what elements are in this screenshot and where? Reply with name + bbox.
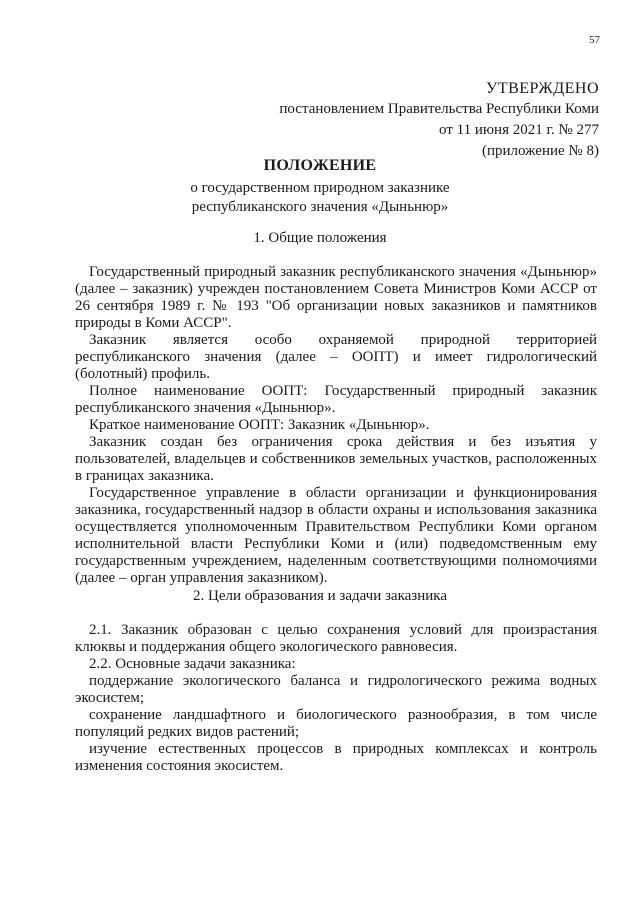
approval-line: от 11 июня 2021 г. № 277 <box>439 122 599 138</box>
document-title: ПОЛОЖЕНИЕ <box>263 157 377 174</box>
section-heading: 2. Цели образования и задачи заказника <box>193 588 447 604</box>
paragraph: сохранение ландшафтного и биологического разнообразия, в том числе популяций редких видов растений; <box>75 707 597 740</box>
section-body <box>75 264 597 587</box>
paragraph: Краткое наименование ООПТ: Заказник «Дыньнюр». <box>89 417 430 433</box>
paragraph: изучение естественных процессов в природных комплексах и контроль изменения состояния экосистем. <box>75 741 597 774</box>
approval-stamp: УТВЕРЖДЕНО <box>485 80 599 97</box>
paragraph: Заказник создан без ограничения срока действия и без изъятия у пользователей, владельцев и собственников земельных участков, расположенных в границах заказника. <box>75 434 597 484</box>
section-heading: 1. Общие положения <box>253 230 387 246</box>
paragraph: Государственное управление в области организации и функционирования заказника, государственный надзор в области охраны и использования заказника осуществляется уполномоченным Правительством Республики Коми органом исполнительной власти Республики Коми и (или) подведомственным ему государственным учреждением, наделенным соответствующими полномочиями (далее – орган управления заказником). <box>75 485 597 586</box>
document-subtitle: республиканского значения «Дыньнюр» <box>191 199 449 215</box>
document-subtitle: о государственном природном заказнике <box>190 180 450 196</box>
section-body <box>75 622 597 775</box>
paragraph: поддержание экологического баланса и гидрологического режима водных экосистем; <box>75 673 597 706</box>
approval-block <box>279 78 599 162</box>
approval-line: постановлением Правительства Республики Коми <box>279 101 599 117</box>
approval-line: (приложение № 8) <box>481 143 599 159</box>
paragraph: Полное наименование ООПТ: Государственный природный заказник республиканского значения «Дыньнюр». <box>75 383 597 416</box>
paragraph: Государственный природный заказник республиканского значения «Дыньнюр» (далее – заказник) учрежден постановлением Совета Министров Коми АССР от 26 сентября 1989 г. № 193 "Об организации новых заказников и памятников природы в Коми АССР". <box>75 264 597 331</box>
document-title-block <box>0 156 640 217</box>
paragraph: Заказник является особо охраняемой природной территорией республиканского значения (далее – ООПТ) и имеет гидрологический (болотный) профиль. <box>75 332 597 382</box>
page-number: 57 <box>589 34 600 46</box>
paragraph: 2.1. Заказник образован с целью сохранения условий для произрастания клюквы и поддержания общего экологического равновесия. <box>75 622 597 655</box>
paragraph: 2.2. Основные задачи заказника: <box>89 656 296 672</box>
